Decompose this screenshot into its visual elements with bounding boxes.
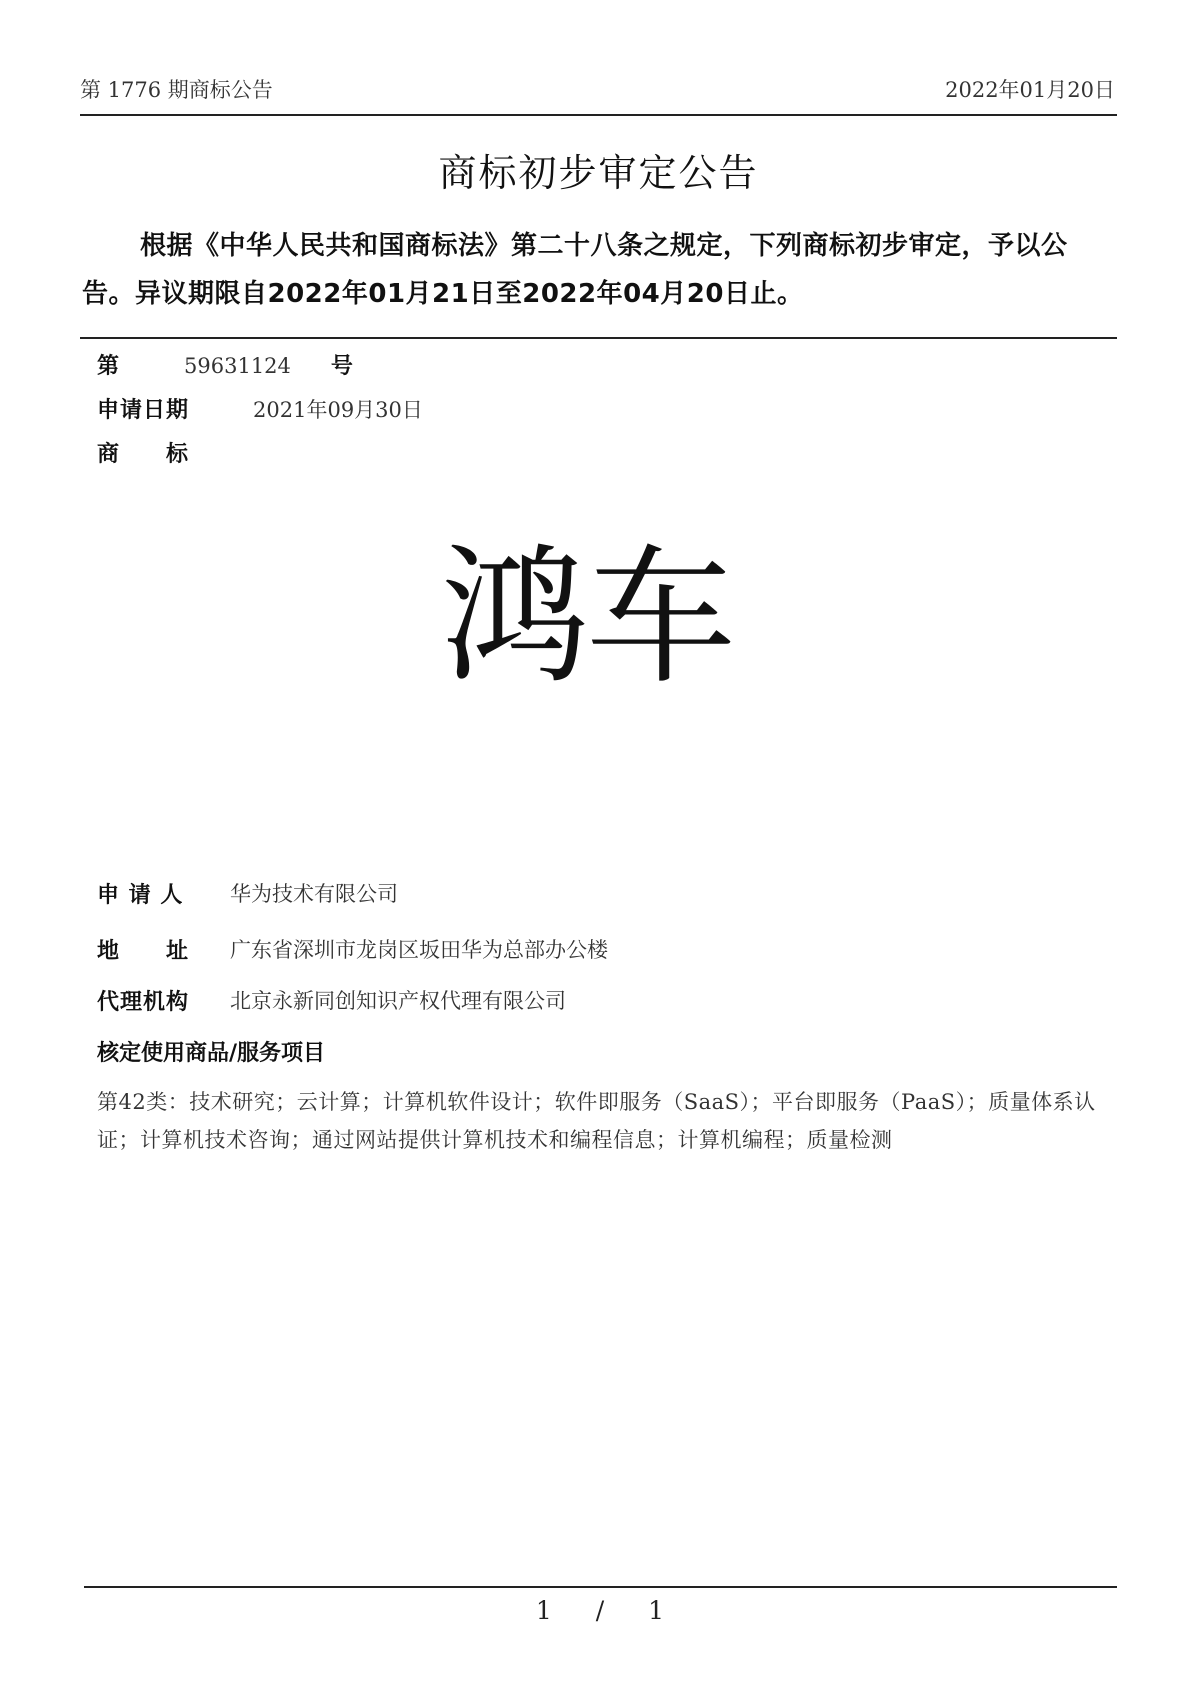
page-title: 商标初步审定公告 — [438, 151, 759, 195]
application-date: 2021年09月30日 — [253, 398, 423, 422]
section-divider — [80, 337, 1117, 339]
header-divider — [80, 114, 1117, 116]
applicant-name: 华为技术有限公司 — [230, 882, 398, 906]
agency-label: 代理机构 — [97, 990, 190, 1015]
total-pages: 1 — [648, 1596, 665, 1625]
registration-number: 59631124 — [184, 354, 291, 378]
page-header — [80, 74, 1115, 104]
trademark-row — [97, 437, 189, 468]
trademark-label: 商 标 — [97, 442, 190, 467]
applicant-row — [97, 878, 398, 909]
intro-paragraph: 根据《中华人民共和国商标法》第二十八条之规定，下列商标初步审定，予以公告。异议期限自2022年01月21日至2022年04月20日止。 — [82, 231, 1068, 309]
address-value: 广东省深圳市龙岗区坂田华为总部办公楼 — [230, 938, 608, 962]
footer-divider — [84, 1586, 1117, 1588]
issue-number: 第 1776 期商标公告 — [80, 78, 273, 102]
address-label: 地 址 — [97, 939, 190, 964]
agency-name: 北京永新同创知识产权代理有限公司 — [230, 989, 566, 1013]
application-date-row — [97, 393, 423, 424]
page-separator: / — [595, 1596, 605, 1625]
registration-number-row — [97, 349, 353, 380]
page-number — [480, 1596, 720, 1625]
goods-services-list: 第42类：技术研究；云计算；计算机软件设计；软件即服务（SaaS）；平台即服务（PaaS）；质量体系认证；计算机技术咨询；通过网站提供计算机技术和编程信息；计算机编程；质量检测 — [97, 1090, 1096, 1152]
announcement-date: 2022年01月20日 — [945, 78, 1115, 102]
goods-services-heading: 核定使用商品/服务项目 — [97, 1041, 326, 1066]
address-row — [97, 934, 608, 965]
trademark-image: 鸿车 — [440, 531, 733, 705]
registration-number-label: 第 — [97, 354, 121, 379]
applicant-label: 申 请 人 — [97, 883, 184, 908]
registration-number-suffix: 号 — [330, 354, 353, 379]
agency-row — [97, 985, 566, 1016]
application-date-label: 申请日期 — [97, 398, 190, 423]
current-page: 1 — [535, 1596, 552, 1625]
